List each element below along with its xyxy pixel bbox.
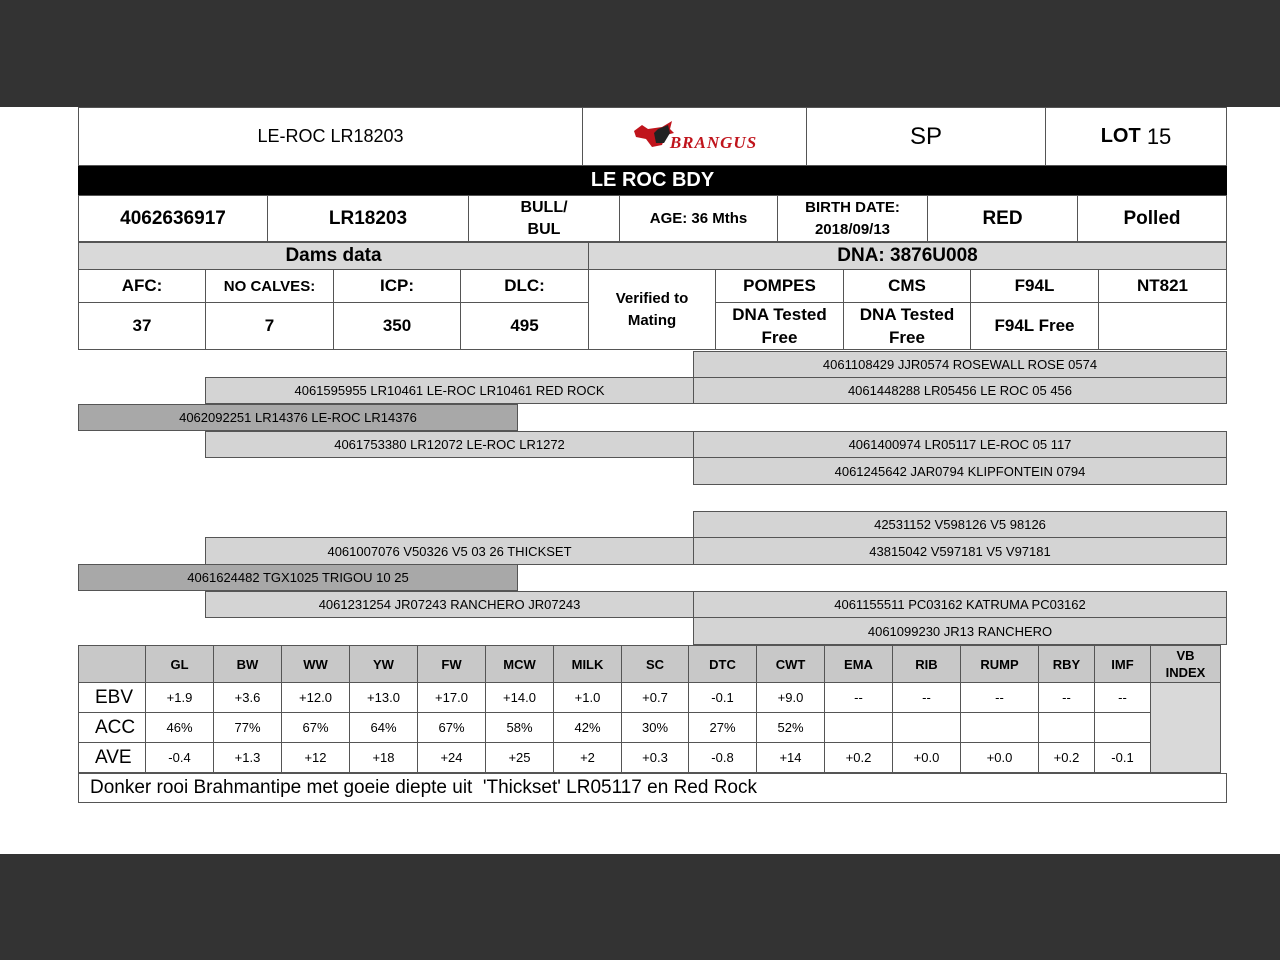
ebv-value: -- bbox=[1095, 683, 1151, 713]
dams-header-icp bbox=[333, 269, 461, 303]
herd-number-text: LR18203 bbox=[328, 207, 408, 229]
pedigree-sire-dam bbox=[205, 431, 694, 458]
trait-header: CWT bbox=[757, 646, 825, 683]
pedigree-ssd-text: 4061448288 LR05456 LE ROC 05 456 bbox=[847, 383, 1073, 398]
pedigree-sss-text: 4061108429 JJR0574 ROSEWALL ROSE 0574 bbox=[822, 357, 1098, 372]
logo-text: BRANGUS bbox=[669, 132, 758, 152]
row-label: AVE bbox=[79, 743, 146, 773]
dams-value-calves bbox=[205, 302, 334, 350]
dna-result-cms bbox=[843, 302, 971, 350]
dna-result-pompes-line2: Free bbox=[761, 328, 798, 347]
lot-cell bbox=[1045, 107, 1227, 166]
acc-value bbox=[1039, 713, 1095, 743]
ave-value: +24 bbox=[418, 743, 486, 773]
acc-value: 67% bbox=[282, 713, 350, 743]
title-bar bbox=[78, 166, 1227, 195]
dams-header-calves bbox=[205, 269, 334, 303]
dams-header-calves-text: NO CALVES: bbox=[223, 277, 316, 295]
ebv-row bbox=[79, 683, 1221, 713]
acc-value: 42% bbox=[554, 713, 622, 743]
ebv-value: +0.7 bbox=[622, 683, 689, 713]
acc-value: 52% bbox=[757, 713, 825, 743]
ave-value: +1.3 bbox=[214, 743, 282, 773]
dams-value-icp bbox=[333, 302, 461, 350]
pedigree-dam-dam-text: 4061231254 JR07243 RANCHERO JR07243 bbox=[318, 597, 581, 612]
animal-id-text: LE-ROC LR18203 bbox=[257, 126, 404, 146]
dams-value-afc bbox=[78, 302, 206, 350]
ave-row bbox=[79, 743, 1221, 773]
ebv-value: +17.0 bbox=[418, 683, 486, 713]
verified-cell bbox=[588, 269, 716, 350]
ave-value: +0.0 bbox=[961, 743, 1039, 773]
birth-date-cell bbox=[777, 195, 928, 242]
pedigree-sire-sire-text: 4061595955 LR10461 LE-ROC LR10461 RED ROCK bbox=[294, 383, 605, 398]
ebv-value: +1.9 bbox=[146, 683, 214, 713]
dams-title bbox=[78, 242, 589, 270]
animal-id bbox=[78, 107, 583, 166]
sex-cell bbox=[468, 195, 620, 242]
vb-index-header bbox=[1151, 646, 1221, 683]
pedigree-sire-dam-text: 4061753380 LR12072 LE-ROC LR1272 bbox=[334, 437, 565, 452]
ebv-value: +1.0 bbox=[554, 683, 622, 713]
dna-test-f94l bbox=[970, 269, 1099, 303]
trait-header: MILK bbox=[554, 646, 622, 683]
pedigree-dam-sire bbox=[205, 537, 694, 565]
dna-result-nt821 bbox=[1098, 302, 1227, 350]
trait-header: RBY bbox=[1039, 646, 1095, 683]
dams-header-dlc bbox=[460, 269, 589, 303]
animal-name: LE ROC BDY bbox=[590, 169, 715, 191]
acc-value: 77% bbox=[214, 713, 282, 743]
pedigree-dss-text: 42531152 V598126 V5 98126 bbox=[874, 517, 1046, 532]
dna-result-pompes bbox=[715, 302, 844, 350]
pedigree-dds-text: 4061155511 PC03162 KATRUMA PC03162 bbox=[834, 597, 1086, 612]
ave-value: +0.3 bbox=[622, 743, 689, 773]
pedigree-dam bbox=[78, 564, 518, 591]
acc-value bbox=[825, 713, 893, 743]
ave-value: -0.8 bbox=[689, 743, 757, 773]
ebv-value: +9.0 bbox=[757, 683, 825, 713]
acc-value: 27% bbox=[689, 713, 757, 743]
pedigree-sire-sire bbox=[205, 377, 694, 404]
dna-title-text: DNA: 3876U008 bbox=[837, 245, 978, 266]
ave-value: +12 bbox=[282, 743, 350, 773]
acc-value: 64% bbox=[350, 713, 418, 743]
dna-result-cms-line1: DNA Tested bbox=[859, 305, 955, 324]
ave-value: +2 bbox=[554, 743, 622, 773]
ave-value: +18 bbox=[350, 743, 418, 773]
pedigree-ssd bbox=[693, 377, 1227, 404]
acc-value: 58% bbox=[486, 713, 554, 743]
colour-cell bbox=[927, 195, 1078, 242]
trait-header: WW bbox=[282, 646, 350, 683]
lot-number: 15 bbox=[1146, 123, 1172, 149]
ebv-value: -- bbox=[893, 683, 961, 713]
sex-line1: BULL/ bbox=[520, 198, 568, 216]
ave-value: -0.1 bbox=[1095, 743, 1151, 773]
trait-header: EMA bbox=[825, 646, 893, 683]
herd-number bbox=[267, 195, 469, 242]
row-label: EBV bbox=[79, 683, 146, 713]
pedigree-dam-text: 4061624482 TGX1025 TRIGOU 10 25 bbox=[187, 570, 409, 585]
dna-result-pompes-line1: DNA Tested bbox=[732, 305, 827, 324]
verified-line2: Mating bbox=[627, 311, 677, 329]
ebv-value: -- bbox=[961, 683, 1039, 713]
top-band bbox=[0, 0, 1280, 107]
acc-value: 30% bbox=[622, 713, 689, 743]
trait-header: DTC bbox=[689, 646, 757, 683]
trait-header: BW bbox=[214, 646, 282, 683]
comment-text: Donker rooi Brahmantipe met goeie diepte uit 'Thickset' LR05117 en Red Rock bbox=[90, 777, 757, 798]
dna-result-cms-line2: Free bbox=[889, 328, 925, 347]
vb-line2: INDEX bbox=[1165, 665, 1206, 680]
trait-header: GL bbox=[146, 646, 214, 683]
pedigree-sdd bbox=[693, 457, 1227, 485]
dna-test-pompes bbox=[715, 269, 844, 303]
age-cell bbox=[619, 195, 778, 242]
age-text: AGE: 36 Mths bbox=[649, 210, 748, 227]
acc-row bbox=[79, 713, 1221, 743]
ave-value: +0.2 bbox=[1039, 743, 1095, 773]
dna-test-nt821-name: NT821 bbox=[1136, 276, 1189, 295]
pedigree-sdd-text: 4061245642 JAR0794 KLIPFONTEIN 0794 bbox=[834, 463, 1086, 479]
pedigree-sss bbox=[693, 351, 1227, 378]
acc-value bbox=[893, 713, 961, 743]
lot-label: LOT bbox=[1100, 125, 1141, 147]
pedigree-sds bbox=[693, 431, 1227, 458]
trait-header: IMF bbox=[1095, 646, 1151, 683]
ebv-header-row bbox=[79, 646, 1221, 683]
verified-line1: Verified to bbox=[615, 289, 689, 307]
dna-test-cms-name: CMS bbox=[888, 276, 926, 295]
ave-value: +0.2 bbox=[825, 743, 893, 773]
ebv-value: +14.0 bbox=[486, 683, 554, 713]
sex-line2: BUL bbox=[527, 220, 561, 238]
dams-header-afc bbox=[78, 269, 206, 303]
dna-test-cms bbox=[843, 269, 971, 303]
ave-value: +0.0 bbox=[893, 743, 961, 773]
birth-date-value: 2018/09/13 bbox=[814, 220, 891, 238]
code-cell bbox=[806, 107, 1046, 166]
ebv-value: -0.1 bbox=[689, 683, 757, 713]
comment-box bbox=[78, 773, 1227, 803]
trait-header: YW bbox=[350, 646, 418, 683]
ebv-value: -- bbox=[825, 683, 893, 713]
dna-result-f94l bbox=[970, 302, 1099, 350]
ebv-table bbox=[78, 645, 1221, 773]
ebv-corner bbox=[79, 646, 146, 683]
pedigree-dsd bbox=[693, 537, 1227, 565]
trait-header: MCW bbox=[486, 646, 554, 683]
pedigree-sds-text: 4061400974 LR05117 LE-ROC 05 117 bbox=[848, 437, 1072, 452]
dams-value-calves-text: 7 bbox=[264, 316, 275, 335]
dams-title-text: Dams data bbox=[285, 245, 382, 266]
ave-value: -0.4 bbox=[146, 743, 214, 773]
horn-text: Polled bbox=[1123, 207, 1181, 229]
dams-header-dlc-text: DLC: bbox=[504, 276, 545, 295]
vb-line1: VB bbox=[1176, 648, 1195, 663]
trait-header: RUMP bbox=[961, 646, 1039, 683]
code-text: SP bbox=[909, 122, 942, 150]
trait-header: SC bbox=[622, 646, 689, 683]
dna-test-f94l-name: F94L bbox=[1014, 276, 1055, 295]
ave-value: +14 bbox=[757, 743, 825, 773]
pedigree-ddd-text: 4061099230 JR13 RANCHERO bbox=[867, 623, 1053, 639]
vb-index-value bbox=[1151, 683, 1221, 773]
dna-test-nt821 bbox=[1098, 269, 1227, 303]
dams-value-dlc bbox=[460, 302, 589, 350]
dna-result-f94l-line1: F94L Free bbox=[994, 316, 1075, 335]
dams-value-afc-text: 37 bbox=[132, 316, 152, 335]
dams-value-icp-text: 350 bbox=[382, 316, 412, 335]
pedigree-dss bbox=[693, 511, 1227, 538]
horn-cell bbox=[1077, 195, 1227, 242]
pedigree-dsd-text: 43815042 V597181 V5 V97181 bbox=[869, 543, 1051, 559]
birth-date-label: BIRTH DATE: bbox=[805, 198, 900, 216]
dams-header-afc-text: AFC: bbox=[121, 276, 163, 295]
dams-header-icp-text: ICP: bbox=[380, 276, 414, 295]
acc-value: 67% bbox=[418, 713, 486, 743]
pedigree-sire-text: 4062092251 LR14376 LE-ROC LR14376 bbox=[179, 410, 417, 425]
pedigree-dam-dam bbox=[205, 591, 694, 618]
colour-text: RED bbox=[982, 207, 1023, 229]
pedigree-ddd bbox=[693, 617, 1227, 645]
acc-value bbox=[1095, 713, 1151, 743]
acc-value bbox=[961, 713, 1039, 743]
dna-title bbox=[588, 242, 1227, 270]
registration-number-text: 4062636917 bbox=[120, 207, 226, 229]
dams-value-dlc-text: 495 bbox=[510, 316, 539, 335]
pedigree-dam-sire-text: 4061007076 V50326 V5 03 26 THICKSET bbox=[327, 543, 572, 559]
acc-value: 46% bbox=[146, 713, 214, 743]
ebv-value: -- bbox=[1039, 683, 1095, 713]
pedigree-sire bbox=[78, 404, 518, 431]
bottom-band bbox=[0, 854, 1280, 960]
registration-number bbox=[78, 195, 268, 242]
ebv-value: +13.0 bbox=[350, 683, 418, 713]
brangus-logo bbox=[582, 107, 807, 166]
row-label: ACC bbox=[79, 713, 146, 743]
ebv-value: +3.6 bbox=[214, 683, 282, 713]
pedigree-dds bbox=[693, 591, 1227, 618]
ebv-value: +12.0 bbox=[282, 683, 350, 713]
dna-test-pompes-name: POMPES bbox=[743, 276, 816, 295]
ave-value: +25 bbox=[486, 743, 554, 773]
trait-header: RIB bbox=[893, 646, 961, 683]
trait-header: FW bbox=[418, 646, 486, 683]
